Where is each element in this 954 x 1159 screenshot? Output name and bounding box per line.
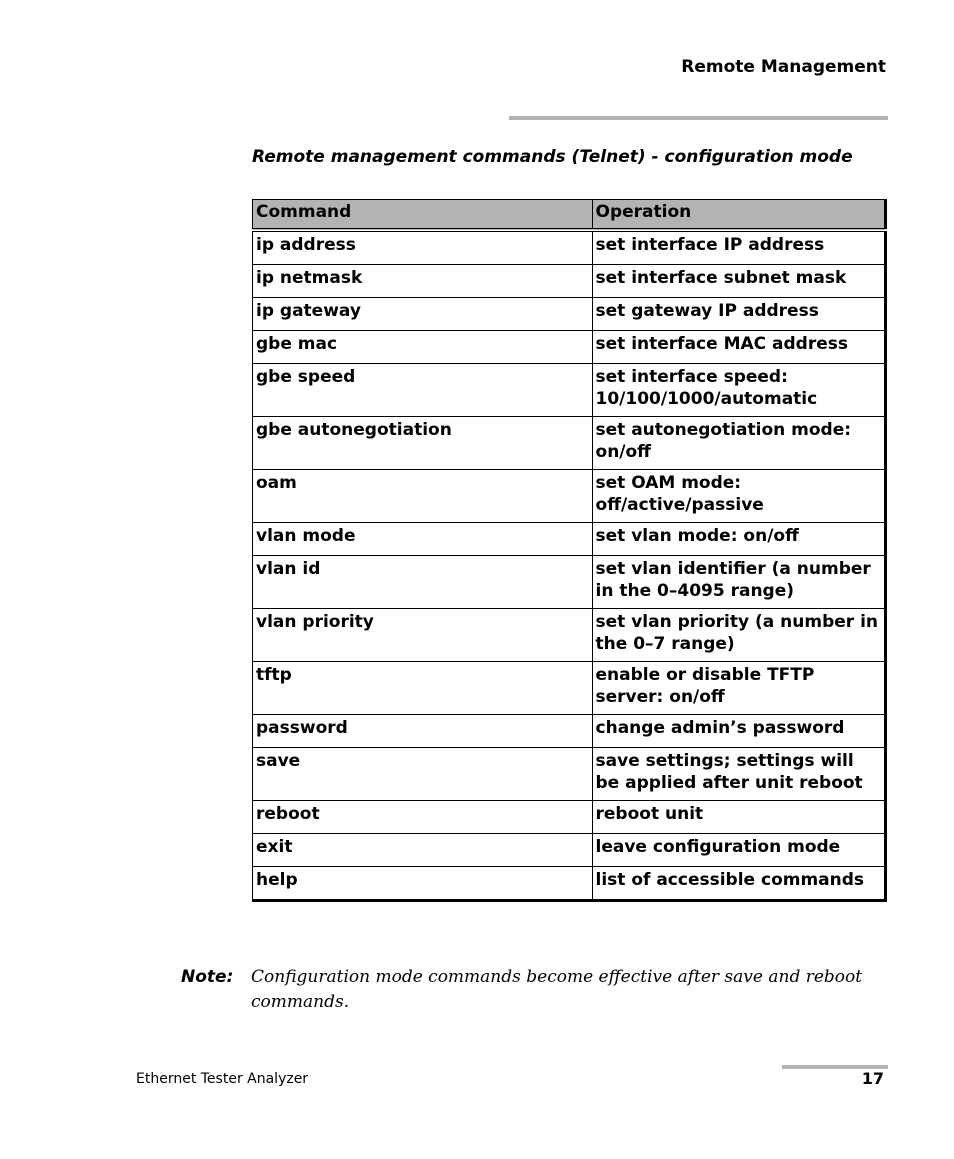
table-header-row bbox=[253, 200, 886, 231]
operation-cell: set gateway IP address bbox=[592, 298, 885, 331]
page-number: 17 bbox=[861, 1069, 884, 1088]
command-cell: save bbox=[253, 748, 593, 801]
command-cell: gbe autonegotiation bbox=[253, 417, 593, 470]
command-cell: password bbox=[253, 715, 593, 748]
note-label: Note: bbox=[181, 967, 234, 987]
command-cell: exit bbox=[253, 834, 593, 867]
operation-cell: set interface IP address bbox=[592, 230, 885, 265]
command-cell: tftp bbox=[253, 662, 593, 715]
note-text: Configuration mode commands become effective after save and reboot commands. bbox=[251, 967, 863, 1012]
operation-cell: set OAM mode: off/active/passive bbox=[592, 470, 885, 523]
command-cell: ip address bbox=[253, 230, 593, 265]
operation-cell: list of accessible commands bbox=[592, 867, 885, 901]
footer-product-name: Ethernet Tester Analyzer bbox=[136, 1071, 309, 1087]
table-row bbox=[253, 470, 886, 523]
operation-cell: set interface subnet mask bbox=[592, 265, 885, 298]
table-caption: Remote management commands (Telnet) - configuration mode bbox=[252, 147, 853, 167]
operation-cell: set autonegotiation mode: on/off bbox=[592, 417, 885, 470]
command-cell: reboot bbox=[253, 801, 593, 834]
operation-cell: set interface MAC address bbox=[592, 331, 885, 364]
table-row bbox=[253, 364, 886, 417]
table-row bbox=[253, 801, 886, 834]
operation-cell: save settings; settings will be applied after unit reboot bbox=[592, 748, 885, 801]
table-row bbox=[253, 523, 886, 556]
operation-cell: set vlan priority (a number in the 0–7 range) bbox=[592, 609, 885, 662]
command-cell: vlan id bbox=[253, 556, 593, 609]
operation-cell: reboot unit bbox=[592, 801, 885, 834]
operation-cell: change admin’s password bbox=[592, 715, 885, 748]
operation-cell: enable or disable TFTP server: on/off bbox=[592, 662, 885, 715]
table-row bbox=[253, 556, 886, 609]
operation-cell: leave configuration mode bbox=[592, 834, 885, 867]
section-title: Remote Management bbox=[681, 57, 886, 77]
table-row bbox=[253, 867, 886, 901]
table-body bbox=[253, 230, 886, 901]
command-cell: vlan priority bbox=[253, 609, 593, 662]
operation-cell: set vlan mode: on/off bbox=[592, 523, 885, 556]
table-row bbox=[253, 748, 886, 801]
command-cell: ip netmask bbox=[253, 265, 593, 298]
operation-cell: set interface speed: 10/100/1000/automatic bbox=[592, 364, 885, 417]
column-header-operation: Operation bbox=[592, 200, 885, 231]
header-rule bbox=[509, 116, 888, 120]
table-row bbox=[253, 265, 886, 298]
command-cell: oam bbox=[253, 470, 593, 523]
command-cell: help bbox=[253, 867, 593, 901]
command-cell: gbe speed bbox=[253, 364, 593, 417]
note bbox=[181, 965, 881, 1015]
column-header-command: Command bbox=[253, 200, 593, 231]
table-row bbox=[253, 417, 886, 470]
operation-cell: set vlan identifier (a number in the 0–4095 range) bbox=[592, 556, 885, 609]
table-row bbox=[253, 298, 886, 331]
table-row bbox=[253, 662, 886, 715]
table-row bbox=[253, 715, 886, 748]
table-row bbox=[253, 609, 886, 662]
command-cell: ip gateway bbox=[253, 298, 593, 331]
command-cell: gbe mac bbox=[253, 331, 593, 364]
command-cell: vlan mode bbox=[253, 523, 593, 556]
table-row bbox=[253, 230, 886, 265]
table-row bbox=[253, 834, 886, 867]
commands-table bbox=[252, 199, 887, 902]
table-row bbox=[253, 331, 886, 364]
